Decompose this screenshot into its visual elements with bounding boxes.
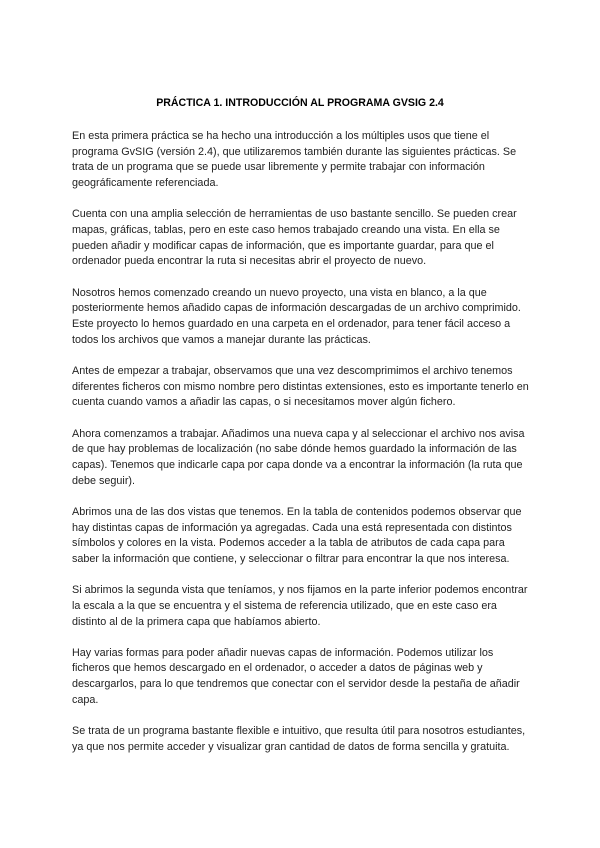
document-body [72,129,532,756]
paragraph-5: Ahora comenzamos a trabajar. Añadimos una nueva capa y al seleccionar el archivo nos avisa de que hay problemas de localización (no sabe dónde hemos guardado la información de las capas). Tenemos que indicarle capa por capa donde va a encontrar la información (la ruta que debe seguir). [72,427,525,487]
paragraph-6: Abrimos una de las dos vistas que tenemos. En la tabla de contenidos podemos observar que hay distintas capas de información ya agregadas. Cada una está representada con distintos símbolos y colores en la vista. Podemos acceder a la tabla de atributos de cada capa para saber la información que contiene, y seleccionar o filtrar para encontrar la que nos interesa. [72,505,522,565]
paragraph-1: En esta primera práctica se ha hecho una introducción a los múltiples usos que tiene el programa GvSIG (versión 2.4), que utilizaremos también durante las siguientes prácticas. Se trata de un programa que se puede usar libremente y permite trabajar con información geográficamente referenciada. [72,130,517,190]
paragraph-3: Nosotros hemos comenzado creando un nuevo proyecto, una vista en blanco, a la que posteriormente hemos añadido capas de información descargadas de un archivo comprimido. Este proyecto lo hemos guardado en una carpeta en el ordenador, para tener fácil acceso a todos los archivos que vamos a manejar durante las prácticas. [72,286,521,346]
paragraph-8: Hay varias formas para poder añadir nuevas capas de información. Podemos utilizar los ficheros que hemos descargado en el ordenador, o acceder a datos de páginas web y descargarlos, para lo que tendremos que conectar con el servidor desde la pestaña de añadir capa. [72,646,520,706]
paragraph-7: Si abrimos la segunda vista que teníamos, y nos fijamos en la parte inferior podemos encontrar la escala a la que se encuentra y el sistema de referencia utilizado, que en este caso era distinto al de la primera capa que habíamos abierto. [72,584,528,628]
document-title: PRÁCTICA 1. INTRODUCCIÓN AL PROGRAMA GVSIG 2.4 [156,97,444,109]
paragraph-4: Antes de empezar a trabajar, observamos que una vez descomprimimos el archivo tenemos diferentes ficheros con mismo nombre pero distintas extensiones, esto es importante tenerlo en cuenta cuando vamos a añadir las capas, o si necesitamos mover algún fichero. [72,364,529,409]
paragraph-9: Se trata de un programa bastante flexible e intuitivo, que resulta útil para nosotros estudiantes, ya que nos permite acceder y visualizar gran cantidad de datos de forma sencilla y gratuita. [72,725,526,753]
paragraph-2: Cuenta con una amplia selección de herramientas de uso bastante sencillo. Se pueden crear mapas, gráficas, tablas, pero en este caso hemos trabajado creando una vista. En ella se pueden añadir y modificar capas de información, que es importante guardar, para que el ordenador pueda encontrar la ruta si necesitas abrir el proyecto de nuevo. [72,208,517,268]
